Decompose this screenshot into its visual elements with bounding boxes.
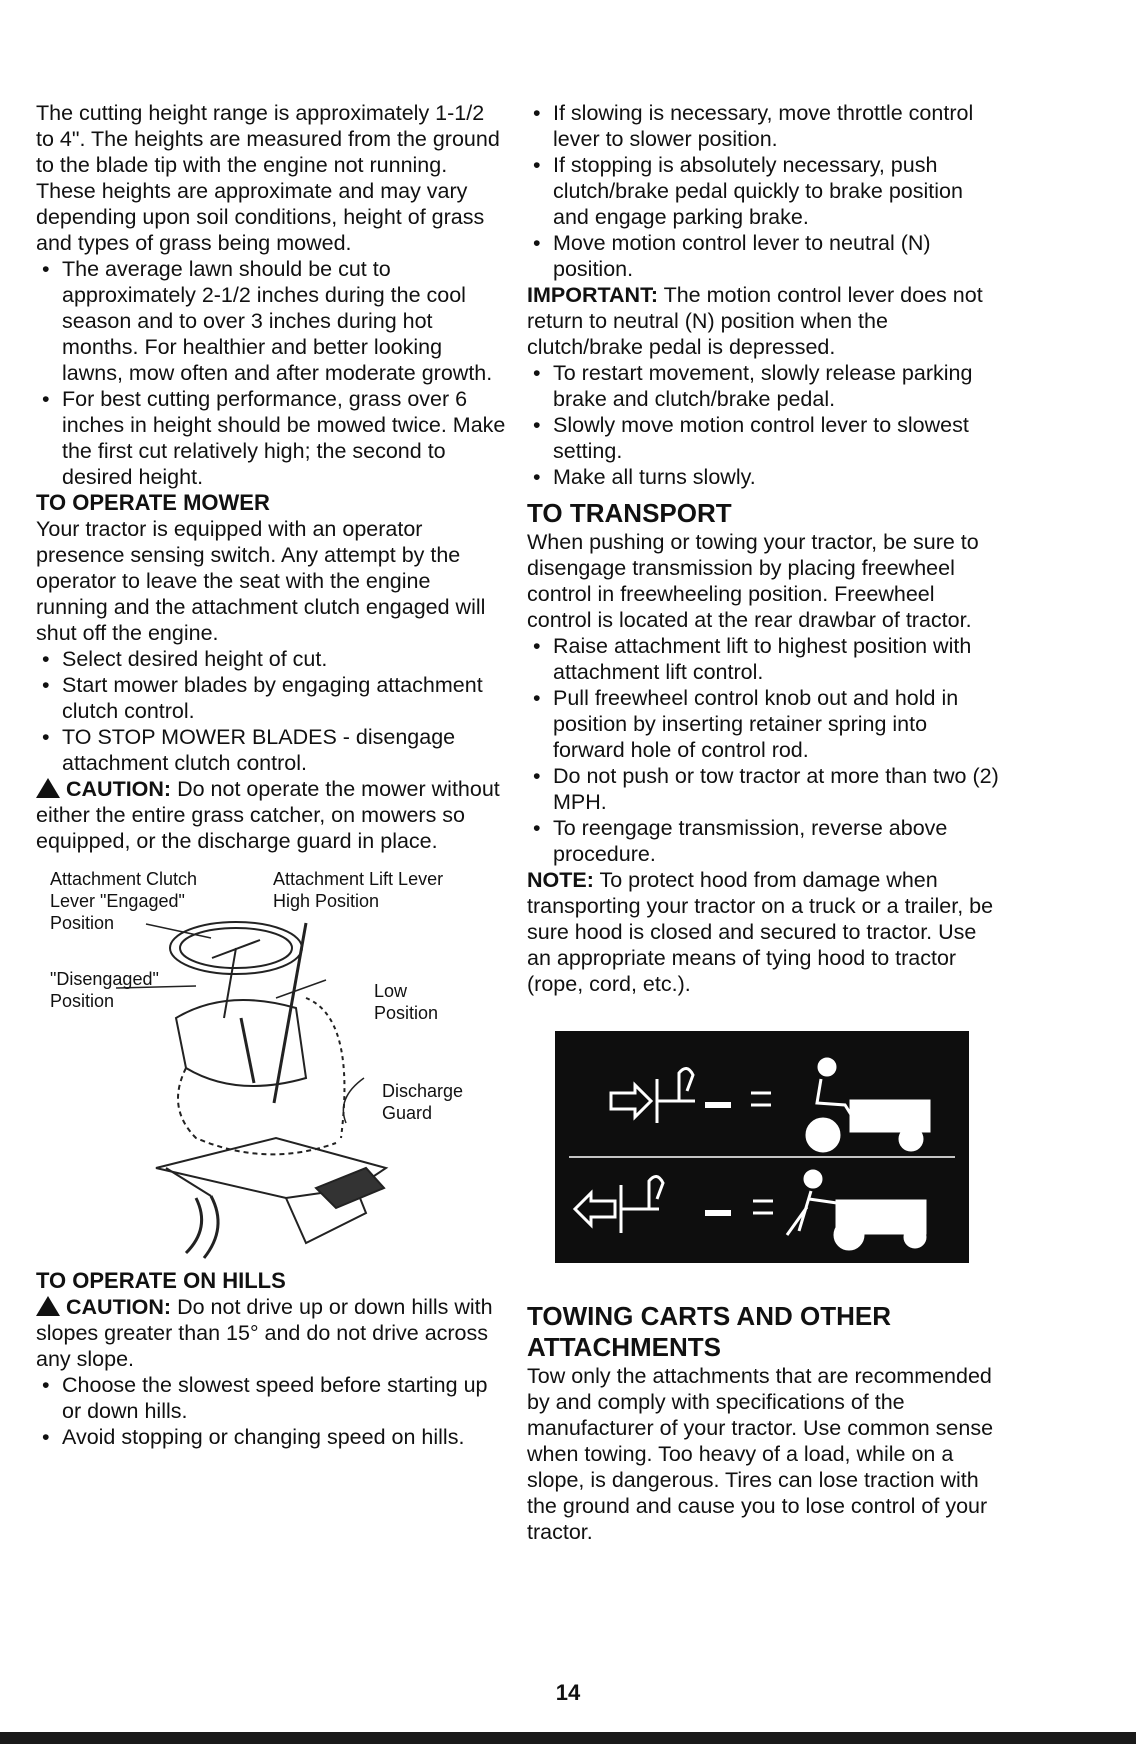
operate-on-hills-heading: TO OPERATE ON HILLS — [36, 1268, 286, 1293]
mower-caution — [36, 776, 506, 854]
list-item: • For best cutting performance, grass over 6 inches in height should be mowed twice. Make the first cut relatively high; the second to desired height. — [36, 386, 506, 490]
caution-label: CAUTION: — [66, 1295, 172, 1319]
intro-bullet-list — [36, 256, 506, 490]
caution-label: CAUTION: — [66, 777, 172, 801]
slowing-bullets — [527, 100, 1002, 282]
warning-triangle-icon — [36, 778, 60, 798]
towing-text: Tow only the attachments that are recommended by and comply with specifications of the manufacturer of your tractor. Use common sense when towing. Too heavy of a load, while on a slope, is dangerous. Tires can lose traction with the ground and cause you to lose control of your tractor. — [527, 1364, 994, 1544]
list-item: • To reengage transmission, reverse above procedure. — [527, 815, 1002, 867]
freewheel-diagram — [555, 1031, 969, 1263]
operate-mower-heading: TO OPERATE MOWER — [36, 490, 270, 515]
list-item: • Pull freewheel control knob out and hold in position by inserting retainer spring into forward hole of control rod. — [527, 685, 1002, 763]
note-label: NOTE: — [527, 868, 594, 892]
hills-caution — [36, 1294, 506, 1372]
low-position-label: Low Position — [374, 981, 439, 1023]
disengaged-position-label: "Disengaged" Position — [50, 969, 159, 1011]
list-item: • Select desired height of cut. — [36, 646, 506, 672]
list-item: • Do not push or tow tractor at more than two (2) MPH. — [527, 763, 1002, 815]
discharge-guard-label: Discharge Guard — [382, 1081, 464, 1123]
operate-mower-text: Your tractor is equipped with an operator presence sensing switch. Any attempt by the operator to leave the seat with the engine running and the attachment clutch engaged will shut off the engine. — [36, 517, 486, 645]
cutting-height-intro: The cutting height range is approximately 1-1/2 to 4". The heights are measured from the ground to the blade tip with the engine not running. These heights are approximate and may vary depending upon soil conditions, height of grass and types of grass being mowed. — [36, 101, 500, 255]
list-item: • Start mower blades by engaging attachment clutch control. — [36, 672, 506, 724]
list-item: • Make all turns slowly. — [527, 464, 1002, 490]
list-item: • Choose the slowest speed before starting up or down hills. — [36, 1372, 506, 1424]
mower-controls-diagram — [36, 868, 496, 1268]
transport-heading: TO TRANSPORT — [527, 498, 732, 528]
warning-triangle-icon — [36, 1296, 60, 1316]
note-text: To protect hood from damage when transporting your tractor on a truck or a trailer, be sure hood is closed and secured to tractor. Use an appropriate means of tying hood to tractor (rope, cord, etc.). — [527, 868, 994, 996]
list-item: • Raise attachment lift to highest position with attachment lift control. — [527, 633, 1002, 685]
page-number: 14 — [555, 1680, 581, 1705]
left-column — [36, 100, 506, 1450]
hills-bullets — [36, 1372, 506, 1450]
caution-text: Do not drive up or down hills with slopes greater than 15° and do not drive across any slope. — [36, 1295, 493, 1371]
transport-text: When pushing or towing your tractor, be sure to disengage transmission by placing freewheel control in freewheeling position. Freewheel control is located at the rear drawbar of tractor. — [527, 530, 979, 632]
restart-bullets — [527, 360, 1002, 490]
list-item: • If stopping is absolutely necessary, push clutch/brake pedal quickly to brake position and engage parking brake. — [527, 152, 1002, 230]
list-item: • The average lawn should be cut to approximately 2-1/2 inches during the cool season and to over 3 inches during hot months. For healthier and better looking lawns, mow often and after moderate growth. — [36, 256, 506, 386]
caution-text: Do not operate the mower without either the entire grass catcher, on mowers so equipped, or the discharge guard in place. — [36, 777, 500, 853]
important-text: The motion control lever does not return to neutral (N) position when the clutch/brake pedal is depressed. — [527, 283, 983, 359]
list-item: • If slowing is necessary, move throttle control lever to slower position. — [527, 100, 1002, 152]
important-label: IMPORTANT: — [527, 283, 658, 307]
list-item: • Move motion control lever to neutral (N) position. — [527, 230, 1002, 282]
attachment-clutch-label: Attachment Clutch Lever "Engaged" Position — [50, 869, 198, 933]
attachment-lift-label: Attachment Lift Lever High Position — [273, 869, 444, 911]
list-item: • Slowly move motion control lever to slowest setting. — [527, 412, 1002, 464]
transport-note — [527, 867, 1002, 997]
towing-heading: TOWING CARTS AND OTHER ATTACHMENTS — [527, 1301, 891, 1362]
bottom-edge-bar — [0, 1732, 1136, 1744]
list-item: • Avoid stopping or changing speed on hills. — [36, 1424, 506, 1450]
important-note — [527, 282, 1002, 360]
transport-bullets — [527, 633, 1002, 867]
list-item: • To restart movement, slowly release parking brake and clutch/brake pedal. — [527, 360, 1002, 412]
freewheel-pictogram — [555, 1031, 969, 1263]
right-column — [527, 100, 1002, 1545]
operate-mower-bullets — [36, 646, 506, 776]
list-item: • TO STOP MOWER BLADES - disengage attachment clutch control. — [36, 724, 506, 776]
